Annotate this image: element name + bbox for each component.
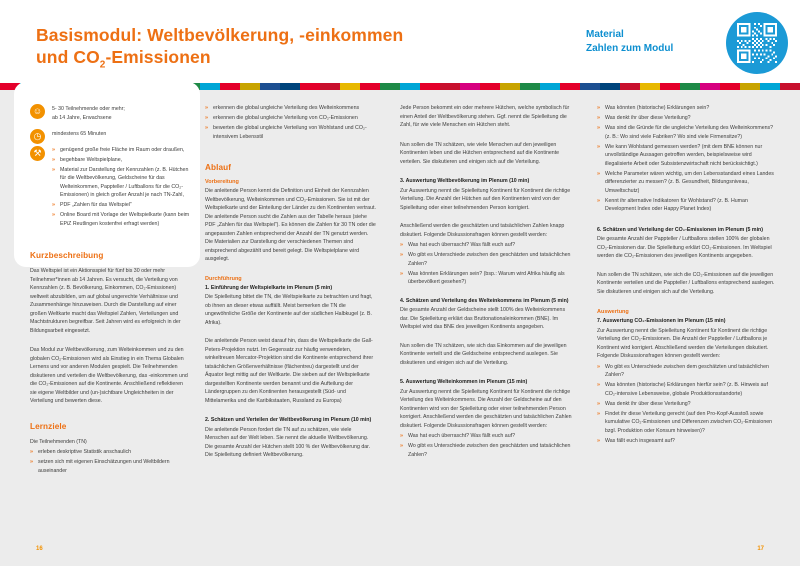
list-item: » genügend große freie Fläche im Raum oder draußen, [52, 146, 190, 155]
list-item: » erleben deskriptive Statistik anschaulich [30, 448, 190, 457]
list-item: » Was könnten Erklärungen sein? (bsp.: Warum wird Afrika häufig als überbevölkert gesehen?) [400, 270, 575, 287]
stripe-segment [240, 83, 260, 90]
list-item: » Was denkt ihr über diese Verteilung? [597, 400, 779, 409]
durchfuehrung-heading: Durchführung [205, 275, 242, 282]
page-header [0, 0, 800, 82]
stripe-segment [300, 83, 320, 90]
stripe-segment [680, 83, 700, 90]
qr-code-icon [737, 23, 777, 63]
stripe-segment [400, 83, 420, 90]
participants-row [30, 104, 190, 122]
stripe-segment [780, 83, 800, 90]
stripe-segment [360, 83, 380, 90]
stripe-segment [620, 83, 640, 90]
step-5-title: 5. Auswertung Welteinkommen im Plenum (15 min) [400, 379, 528, 385]
lernziele-list [30, 448, 190, 475]
title-line-2-pre: und CO [36, 47, 100, 68]
ablauf-heading: Ablauf [205, 163, 232, 172]
list-item: » Wo gibt es Unterschiede zwischen dem geschätzten und tatsächlichen Zahlen? [597, 363, 779, 380]
stripe-segment [420, 83, 440, 90]
stripe-segment [740, 83, 760, 90]
stripe-segment [260, 83, 280, 90]
list-item: » Was sind die Gründe für die ungleiche Verteilung des Welteinkommens? (z. B.: Wo sind viele Fabriken? Wo sind viele Firmensitze?) [597, 124, 779, 141]
wrench-icon: ⚒ [30, 146, 45, 161]
participants-line-2: ab 14 Jahre, Erwachsene [52, 114, 112, 121]
step-6-paragraph-1: Die gesamte Anzahl der Pappteller / Luftballons stellen 100% der globalen CO₂-Emissionen dar. Die Spielleitung erklärt CO₂-Emissionen. Im Weltspiel werden die CO₂-Emissionen des jeweiligen Kontinents angegeben. [597, 236, 772, 259]
list-item: » Was denkt ihr über diese Verteilung? [597, 114, 779, 123]
stripe-segment [520, 83, 540, 90]
list-item: » Findet ihr diese Verteilung gerecht (auf den Pro-Kopf-Ausstoß sowie kumulative CO₂-Emissionen und Differenzen zwischen CO₂-Emissionen bzgl. Produktion oder Konsum hinweisen)? [597, 410, 779, 436]
column-1 [30, 90, 190, 481]
content-area [0, 90, 800, 566]
step-4-paragraph-2: Nun sollen die TN schätzen, wie sich das Einkommen auf die jeweiligen Kontinente verteilt und die Geldscheine entsprechend auslegen. Sie diskutieren und einigen sich auf die Verteilung. [400, 342, 567, 366]
step-3-questions [400, 241, 575, 287]
stripe-segment [480, 83, 500, 90]
column-2 [205, 90, 377, 466]
step-3-title: 3. Auswertung Weltbevölkerung im Plenum (10 min) [400, 178, 530, 184]
list-item: » Was könnten (historische) Erklärungen sein? [597, 104, 779, 113]
vorbereitung-heading: Vorbereitung [205, 179, 239, 185]
list-item: » Material zur Darstellung der Kennzahlen (z. B. Hütchen für die Weltbevölkerung, Geldscheine für das Welteinkommen, Pappteller / Luftballons für die CO₂-Emissionen) in gleich großer Anzahl je nach TN-Zahl, [52, 166, 190, 200]
stripe-segment [440, 83, 460, 90]
lernziele-heading: Lernziele [30, 421, 67, 431]
step-1-paragraph-1: Die Spielleitung bittet die TN, die Weltspielkarte zu betrachten und fragt, ob ihnen an dieser etwas auffällt. Meist bemerken die TN die ungewöhnliche Größe der Kontinente auf der südlichen Halbkugel (z. B. Afrika). [205, 294, 373, 326]
page-title [36, 24, 456, 69]
list-item: » erkennen die global ungleiche Verteilung von CO₂-Emissionen [205, 114, 377, 123]
stripe-segment [760, 83, 780, 90]
duration-text: mindestens 65 Minuten [52, 131, 107, 137]
material-line-1: Material [586, 29, 624, 40]
stripe-segment [200, 83, 220, 90]
list-item: » Welche Parameter wären wichtig, um den Lebensstandard eines Landes differenzierter zu messen? (z. B. Gesundheit, Bildungsniveau, Umweltschutz) [597, 170, 779, 196]
clock-icon: ◷ [30, 129, 45, 144]
title-line-2-post: -Emissionen [105, 47, 211, 68]
step-5-paragraph: Zur Auswertung nennt die Spielleitung Kontinent für Kontinent die richtige Verteilung des Welteinkommens. Die Anzahl der Geldscheine auf den Kontinenten wird von der Spielleitung oder einer teilnehmenden Person korrigiert. Anschließend werden die geschätzten und tatsächlichen Zahlen diskutiert. Folgende Diskussionsfragen können gestellt werden: [400, 388, 572, 429]
page-number-right: 17 [757, 546, 764, 552]
column-4 [597, 90, 779, 451]
stripe-segment [340, 83, 360, 90]
materials-list [52, 146, 190, 229]
list-item: » PDF „Zahlen für das Weltspiel“ [52, 201, 190, 210]
duration-row [30, 129, 190, 139]
page-number-left: 16 [36, 546, 43, 552]
lernziele-intro: Die Teilnehmenden (TN) [30, 438, 87, 445]
list-item: » Wie kann Wohlstand gemessen werden? (mit dem BNE können nur unvollständige Aussagen getroffen werden, beispielsweise wird illegalisierte Arbeit oder Subsistenzwirtschaft nicht berücksichtigt.) [597, 143, 779, 169]
stripe-segment [660, 83, 680, 90]
list-item: » setzen sich mit eigenen Einschätzungen und Weltbildern auseinander [30, 458, 190, 475]
step-6-paragraph-2: Nun sollen die TN schätzen, wie sich die CO₂-Emissionen auf die jeweiligen Kontinente verteilen und die Pappteller / Luftballons entsprechend auslegen. Sie diskutieren und einigen sich auf die Verteilung. [597, 271, 775, 295]
list-item: » Kennt ihr alternative Indikatoren für Wohlstand? (z. B. Human Development Index oder Happy Planet Index) [597, 197, 779, 214]
participants-line-1: 5- 30 Teilnehmende oder mehr; [52, 106, 125, 112]
col3-paragraph-1: Jede Person bekommt ein oder mehrere Hütchen, welche symbolisch für einen Anteil der Weltbevölkerung stehen. Ggf. nennt die Spielleitung die Zahl, für wie viele Menschen ein Hütchen steht. [400, 105, 570, 128]
list-item: » Was könnten (historische) Erklärungen hierfür sein? (z. B. Hinweis auf CO₂-intensive Lebensweise, globale Produktionsstandorte) [597, 381, 779, 398]
list-item: » Wo gibt es Unterschiede zwischen den geschätzten und tatsächlichen Zahlen? [400, 442, 575, 459]
participants-icon: ☺ [30, 104, 45, 119]
step-5-questions [400, 432, 575, 459]
list-item: » Was fällt euch insgesamt auf? [597, 437, 779, 446]
step-2-paragraph: Die anleitende Person fordert die TN auf zu schätzen, wie viele Menschen auf der Welt leben. Sie nennt die aktuelle Weltbevölkerung. Die gesamte Anzahl der Hütchen stellt 100 % der Weltbevölkerung dar. Die Spielleitung definiert Weltbevölkerung. [205, 426, 371, 458]
col3-paragraph-2: Nun sollen die TN schätzen, wie viele Menschen auf den jeweiligen Kontinenten leben und die Hütchen entsprechend auf die Kontinente verteilen. Sie diskutieren und einigen sich auf die Verteilung. [400, 141, 560, 165]
step-7-title: 7. Auswertung CO₂-Emissionen im Plenum (15 min) [597, 318, 726, 324]
list-item: » Was hat euch überrascht? Was fällt euch auf? [400, 432, 575, 441]
participants-text [52, 104, 190, 122]
title-subscript: 2 [99, 59, 106, 71]
title-line-1: Basismodul: Weltbevölkerung, -einkommen [36, 25, 404, 45]
list-item: » bewerten die global ungleiche Verteilung von Wohlstand und CO₂-intensivem Lebensstil [205, 124, 377, 141]
material-label [586, 28, 706, 55]
kurzbeschreibung-paragraph-2: Das Modul zur Weltbevölkerung, zum Welteinkommen und zu den globalen CO₂-Emissionen wird als Einstieg in ein Thema Globalen Lernens und vor anderen Modulen gespielt. Die Teilnehmenden diskutieren und verteilen die Weltbevölkerung, das -einkommen und die CO₂-Emissionen auf die Kontinente. Anschließend reflektieren sie eigene Weltbilder und (un-)sichtbare Ungleichheiten in der Verteilung und bewerten diese. [30, 347, 188, 404]
list-item: » erkennen die global ungleiche Verteilung des Welteinkommens [205, 104, 377, 113]
stripe-segment [720, 83, 740, 90]
step-4-paragraph-1: Die gesamte Anzahl der Geldscheine stellt 100% des Welteinkommens dar. Die Spielleitung erklärt das Bruttonationaleinkommen (BNE). Im Weltspiel wird das BNE des jeweiligen Kontinents angegeben. [400, 307, 566, 330]
kurzbeschreibung-paragraph-1: Das Weltspiel ist ein Aktionsspiel für fünf bis 30 oder mehr Teilnehmer*innen ab 14 Jahren. Es versucht, die Verteilung von Kennzahlen (z. B. Bevölkerung, Einkommen, CO₂-Emissionen) weltweit abzubilden, um auf global ungerechte Verhältnisse und Zusammenhänge hinzuweisen. Durch die Darstellung auf einer großen Weltkarte macht das Weltspiel Zahlen, Verteilungen und Machtstrukturen begreifbar. Seit Jahren wird es erfolgreich in der Bildungsarbeit eingesetzt. [30, 268, 181, 334]
lernziele-list-continued [205, 104, 377, 141]
step-3-paragraph-2: Anschließend werden die geschätzten und tatsächlichen Zahlen knapp diskutiert. Folgende Diskussionsfragen können gestellt werden: [400, 223, 565, 238]
material-line-2: Zahlen zum Modul [586, 42, 674, 54]
step-4-title: 4. Schätzen und Verteilung des Welteinkommens im Plenum (5 min) [400, 297, 569, 304]
stripe-segment [600, 83, 620, 90]
qr-code-badge[interactable] [726, 12, 788, 74]
step-2-title: 2. Schätzen und Verteilen der Weltbevölkerung im Plenum (10 min) [205, 417, 372, 423]
list-item: » begehbare Weltspielplane, [52, 156, 190, 165]
stripe-segment [580, 83, 600, 90]
step-7-questions [597, 363, 779, 446]
materials-row [30, 146, 190, 229]
step-6-title: 6. Schätzen und Verteilung der CO₂-Emissionen im Plenum (5 min) [597, 226, 763, 233]
stripe-segment [380, 83, 400, 90]
vorbereitung-paragraph: Die anleitende Person kennt die Definition und Einheit der Kennzahlen Weltbevölkerung, Welteinkommen und CO₂-Emissionen. Sie ist mit der Weltspielkarte und der Einteilung der Länder zu den Kontinenten vertraut. Die anleitende Person sucht die Zahlen aus der Tabelle heraus (siehe PDF „Zahlen für das Weltspiel“). Es können die Zahlen für 30 TN oder die angepassten Zahlen entsprechend der Anzahl der TN genutzt werden. Die Materialien zur Darstellung der verschiedenen Themen sind entsprechend abgezählt und bereit gelegt. Die Weltspielplane wird ausgelegt. [205, 188, 376, 262]
stripe-segment [460, 83, 480, 90]
stripe-segment [640, 83, 660, 90]
stripe-segment [220, 83, 240, 90]
stripe-segment [560, 83, 580, 90]
auswertung-heading: Auswertung [597, 309, 629, 315]
material-badge[interactable] [565, 10, 790, 76]
stripe-segment [540, 83, 560, 90]
list-item: » Was hat euch überrascht? Was fällt euch auf? [400, 241, 575, 250]
stripe-segment [500, 83, 520, 90]
kurzbeschreibung-heading: Kurzbeschreibung [30, 251, 104, 260]
step-1-title: 1. Einführung der Weltspielkarte im Plenum (5 min) [205, 284, 333, 291]
questions-continued [597, 104, 779, 214]
stripe-segment [280, 83, 300, 90]
step-1-paragraph-2: Die anleitende Person weist darauf hin, dass die Weltspielkarte die Gall-Peters-Projektion nutzt. Im Gegensatz zur häufig verwendeten, winkeltreuen Mercator-Projektion sind die Kontinente entsprechend ihrer tatsächlichen Größenverhältnisse (flächentreu) dargestellt und der Äquator liegt mittig auf der Weltkarte. Die sieben auf der Weltspielkarte dargestellten Kontinente werden benannt und die Aufteilung der Ländergruppen zu den Kontinenten herausgestellt (Süd- und Mittelamerika und die Karibikstaaten, Russland zu Europa) [205, 338, 374, 404]
list-item: » Wo gibt es Unterschiede zwischen den geschätzten und tatsächlichen Zahlen? [400, 251, 575, 268]
stripe-segment [700, 83, 720, 90]
step-3-paragraph-1: Zur Auswertung nennt die Spielleitung Kontinent für Kontinent die richtige Verteilung. Die Anzahl der Hütchen auf den Kontinenten wird von der Spielleitung oder einer teilnehmenden Person korrigiert. [400, 187, 571, 211]
list-item: » Online Board mit Vorlage der Weltspielkarte (kann beim EPiZ Reutlingen kostenfrei erfragt werden) [52, 211, 190, 228]
column-3 [400, 90, 575, 465]
step-7-paragraph: Zur Auswertung nennt die Spielleitung Kontinent für Kontinent die richtige Verteilung der CO₂-Emissionen. Die Anzahl der Pappteller / Luftballons je Kontinent wird korrigiert. Abschließend werden die Verteilungen diskutiert. Folgende Diskussionsfragen können gestellt werden: [597, 327, 769, 359]
stripe-segment [320, 83, 340, 90]
